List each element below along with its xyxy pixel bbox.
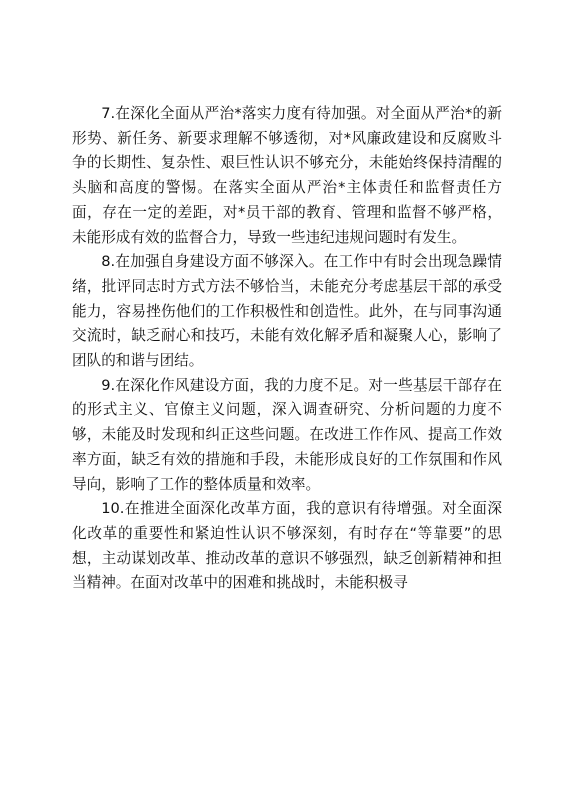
paragraph-10: 10.在推进全面深化改革方面，我的意识有待增强。对全面深化改革的重要性和紧迫性认识不够深刻，有时存在“等靠要”的思想，主动谋划改革、推动改革的意识不够强烈，缺乏创新精神和担当精神。在面对改革中的困难和挑战时，未能积极寻: [72, 500, 502, 592]
paragraph-9: 9.在深化作风建设方面，我的力度不足。对一些基层干部存在的形式主义、官僚主义问题，深入调查研究、分析问题的力度不够，未能及时发现和纠正这些问题。在改进工作作风、提高工作效率方面，缺乏有效的措施和手段，未能形成良好的工作氛围和作风导向，影响了工作的整体质量和效率。: [72, 376, 502, 493]
paragraph-8: 8.在加强自身建设方面不够深入。在工作中有时会出现急躁情绪，批评同志时方式方法不够恰当，未能充分考虑基层干部的承受能力，容易挫伤他们的工作积极性和创造性。此外，在与同事沟通交流时，缺乏耐心和技巧，未能有效化解矛盾和凝聚人心，影响了团队的和谐与团结。: [72, 253, 502, 370]
document-body: [72, 102, 502, 596]
paragraph-7: 7.在深化全面从严治*落实力度有待加强。对全面从严治*的新形势、新任务、新要求理解不够透彻，对*风廉政建设和反腐败斗争的长期性、复杂性、艰巨性认识不够充分，未能始终保持清醒的头脑和高度的警惕。在落实全面从严治*主体责任和监督责任方面，存在一定的差距，对*员干部的教育、管理和监督不够严格，未能形成有效的监督合力，导致一些违纪违规问题时有发生。: [72, 105, 502, 246]
